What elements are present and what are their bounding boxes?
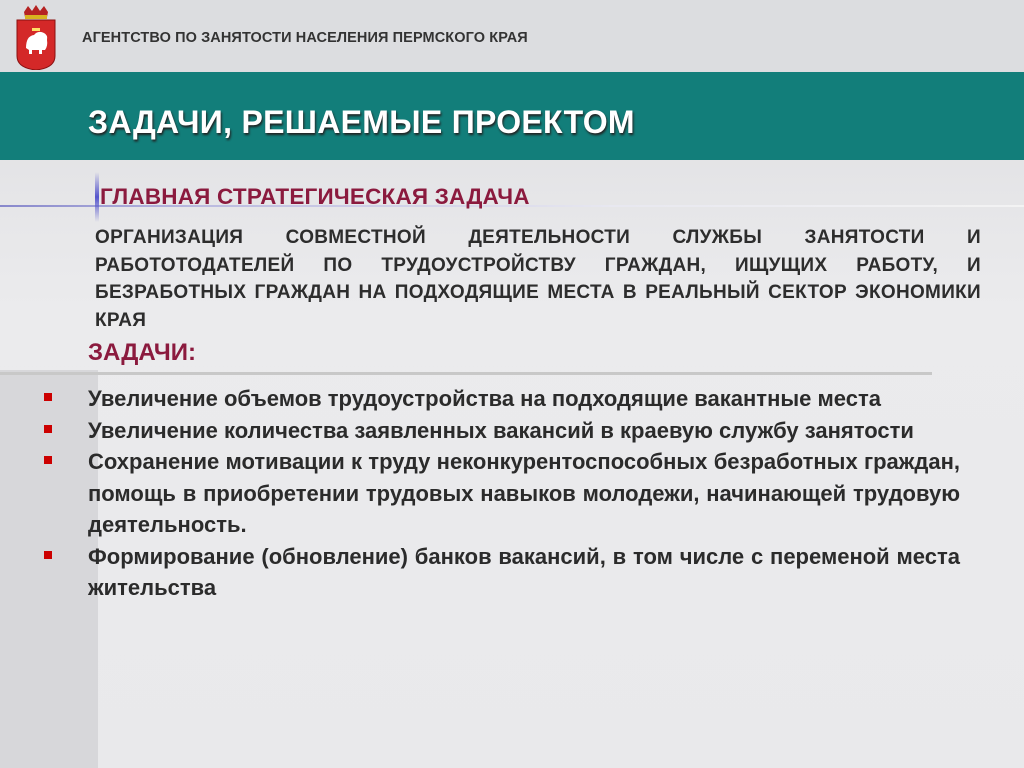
bullet-icon bbox=[44, 393, 52, 401]
task-text: Сохранение мотивации к труду неконкурентоспособных безработных граждан, помощь в приобретении трудовых навыков молодежи, начинающей трудовую деятельность. bbox=[88, 449, 960, 537]
list-item bbox=[40, 383, 960, 415]
task-text: Увеличение количества заявленных вакансий в краевую службу занятости bbox=[88, 417, 914, 443]
list-item bbox=[40, 415, 960, 447]
bullet-icon bbox=[44, 456, 52, 464]
tasks-divider bbox=[0, 372, 932, 375]
tasks-list bbox=[40, 383, 960, 604]
divider-accent bbox=[95, 172, 99, 222]
list-item bbox=[40, 541, 960, 604]
bullet-icon bbox=[44, 425, 52, 433]
task-text: Формирование (обновление) банков вакансий, в том числе с переменой места жительства bbox=[88, 543, 960, 600]
agency-name: АГЕНТСТВО ПО ЗАНЯТОСТИ НАСЕЛЕНИЯ ПЕРМСКОГО КРАЯ bbox=[82, 30, 528, 46]
slide-title: ЗАДАЧИ, РЕШАЕМЫЕ ПРОЕКТОМ bbox=[88, 104, 635, 140]
task-text: Увеличение объемов трудоустройства на подходящие вакантные места bbox=[88, 386, 881, 411]
top-bar bbox=[0, 0, 1024, 72]
perm-coat-of-arms-icon bbox=[14, 4, 58, 70]
bullet-icon bbox=[44, 551, 52, 559]
list-item bbox=[40, 446, 960, 541]
tasks-heading: ЗАДАЧИ: bbox=[88, 339, 196, 366]
strategic-task-heading: ГЛАВНАЯ СТРАТЕГИЧЕСКАЯ ЗАДАЧА bbox=[100, 184, 530, 209]
strategic-task-text: ОРГАНИЗАЦИЯ СОВМЕСТНОЙ ДЕЯТЕЛЬНОСТИ СЛУЖБЫ ЗАНЯТОСТИ И РАБОТОТОДАТЕЛЕЙ ПО ТРУДОУСТРОЙСТВУ ГРАЖДАН, ИЩУЩИХ РАБОТУ, И БЕЗРАБОТНЫХ ГРАЖДАН НА ПОДХОДЯЩИЕ МЕСТА В РЕАЛЬНЫЙ СЕКТОР ЭКОНОМИКИ КРАЯ bbox=[95, 227, 981, 331]
